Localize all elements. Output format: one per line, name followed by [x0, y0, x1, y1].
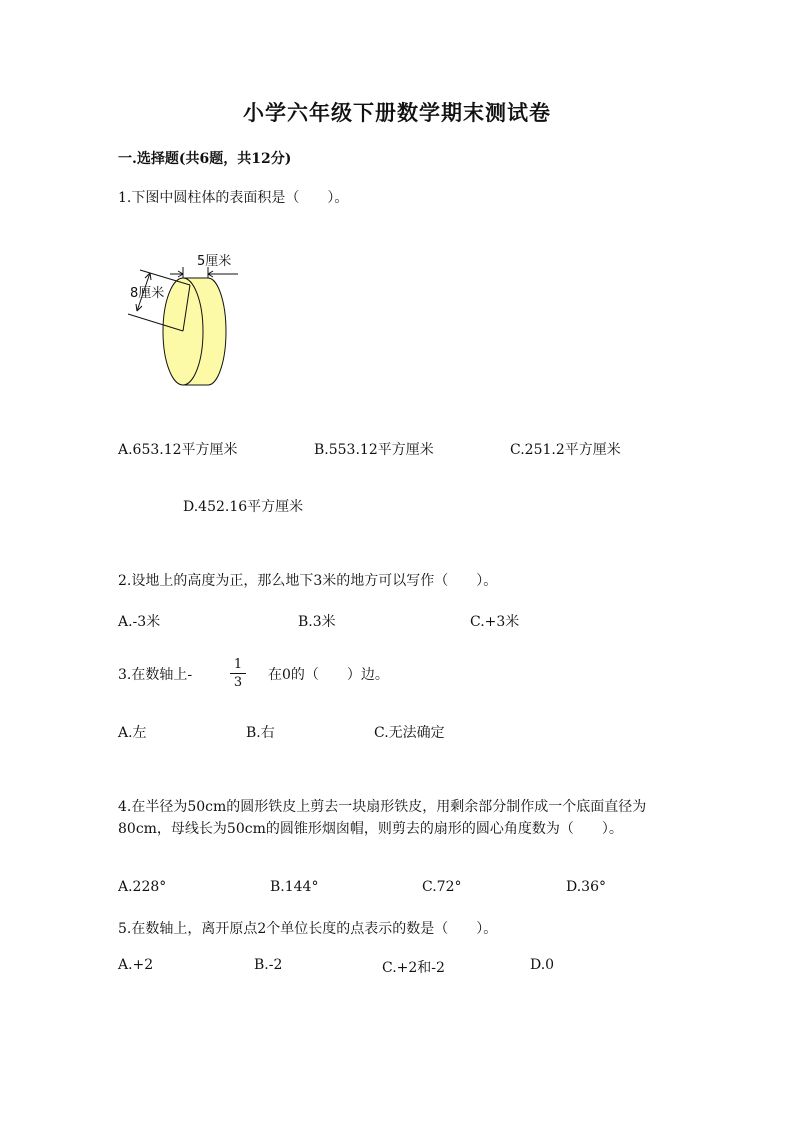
q5-option-c[interactable]: C.+2和-2 — [382, 960, 445, 976]
fraction-bar — [230, 673, 246, 674]
q1-option-d[interactable]: D.452.16平方厘米 — [183, 499, 304, 515]
q3-option-c[interactable]: C.无法确定 — [374, 725, 445, 741]
q5-option-d[interactable]: D.0 — [530, 957, 555, 973]
q3-option-b[interactable]: B.右 — [246, 725, 275, 741]
q1-option-c[interactable]: C.251.2平方厘米 — [510, 442, 621, 458]
question-5-text: 5.在数轴上，离开原点2个单位长度的点表示的数是（ ）。 — [118, 921, 498, 937]
q2-option-b[interactable]: B.3米 — [298, 614, 336, 630]
question-3-prefix: 3.在数轴上- — [118, 667, 193, 683]
question-2-text: 2.设地上的高度为正，那么地下3米的地方可以写作（ ）。 — [118, 573, 498, 589]
q5-option-b[interactable]: B.-2 — [254, 957, 283, 973]
q1-option-b[interactable]: B.553.12平方厘米 — [314, 442, 434, 458]
label-height: 5厘米 — [197, 254, 232, 269]
question-4-text: 4.在半径为50cm的圆形铁皮上剪去一块扇形铁皮，用剩余部分制作成一个底面直径为80cm，母线长为50cm的圆锥形烟囱帽，则剪去的扇形的圆心角度数为（ ）。 — [118, 799, 647, 837]
cylinder-back-face — [208, 278, 226, 385]
section-heading: 一.选择题(共6题，共12分) — [118, 151, 292, 167]
q2-option-c[interactable]: C.+3米 — [470, 614, 520, 630]
cylinder-figure — [120, 245, 250, 390]
q4-option-d[interactable]: D.36° — [566, 879, 606, 895]
q1-option-a[interactable]: A.653.12平方厘米 — [118, 442, 238, 458]
q2-option-a[interactable]: A.-3米 — [118, 614, 161, 630]
fraction-denominator: 3 — [233, 675, 243, 690]
q4-option-b[interactable]: B.144° — [270, 879, 319, 895]
cylinder-front-face — [163, 278, 203, 385]
height-arrow-right — [208, 271, 238, 277]
question-3-suffix: 在0的（ ）边。 — [268, 667, 389, 683]
page-title: 小学六年级下册数学期末测试卷 — [243, 100, 551, 125]
question-1-text: 1.下图中圆柱体的表面积是（ ）。 — [118, 190, 349, 206]
q5-option-a[interactable]: A.+2 — [118, 957, 154, 973]
label-diameter: 8厘米 — [130, 286, 165, 301]
fraction-numerator: 1 — [233, 657, 243, 672]
q4-option-a[interactable]: A.228° — [118, 879, 167, 895]
q3-option-a[interactable]: A.左 — [118, 725, 147, 741]
q4-option-c[interactable]: C.72° — [422, 879, 462, 895]
fraction-one-third — [230, 657, 246, 690]
height-arrow-left — [170, 271, 183, 277]
